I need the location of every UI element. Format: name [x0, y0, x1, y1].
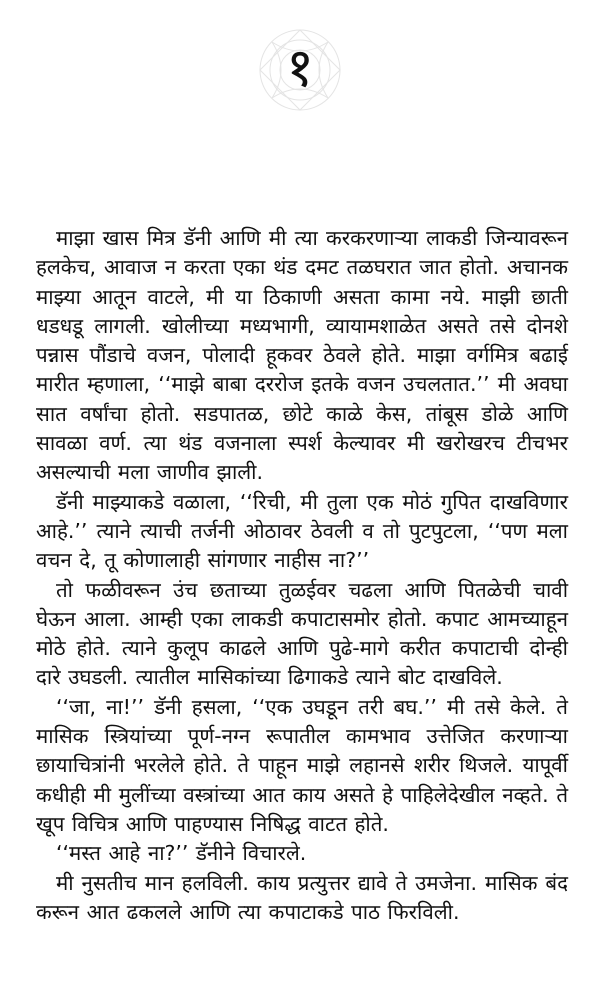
chapter-number: १	[285, 36, 315, 99]
paragraph: ‘‘मस्त आहे ना?’’ डॅनीने विचारले.	[56, 841, 307, 866]
chapter-body	[36, 224, 568, 927]
paragraph: तो फळीवरून उंच छताच्या तुळईवर चढला आणि पितळेची चावी घेऊन आला. आम्ही एका लाकडी कपाटासमोर होतो. कपाट आमच्याहून मोठे होते. त्याने कुलूप काढले आणि पुढे-मागे करीत कपाटाची दोन्ही दारे उघडली. त्यातील मासिकांच्या ढिगाकडे त्याने बोट दाखविले.	[36, 577, 568, 690]
paragraph: मी नुसतीच मान हलविली. काय प्रत्युत्तर द्यावे ते उमजेना. मासिक बंद करून आत ढकलले आणि त्या कपाटाकडे पाठ फिरविली.	[36, 870, 568, 924]
paragraph: डॅनी माझ्याकडे वळाला, ‘‘रिची, मी तुला एक मोठं गुपित दाखविणार आहे.’’ त्याने त्याची तर्जनी ओठावर ठेवली व तो पुटपुटला, ‘‘पण मला वचन दे, तू कोणालाही सांगणार नाहीस ना?’’	[36, 489, 568, 573]
paragraph: ‘‘जा, ना!’’ डॅनी हसला, ‘‘एक उघडून तरी बघ.’’ मी तसे केले. ते मासिक स्त्रियांच्या पूर्ण-नग्न रूपातील कामभाव उत्तेजित करणाऱ्या छायाचित्रांनी भरलेले होते. ते पाहून माझे लहानसे शरीर थिजले. यापूर्वी कधीही मी मुलींच्या वस्त्रांच्या आत काय असते हे पाहिलेदेखील नव्हते. ते खूप विचित्र आणि पाहण्यास निषिद्ध वाटत होते.	[36, 694, 568, 836]
paragraph: माझा खास मित्र डॅनी आणि मी त्या करकरणाऱ्या लाकडी जिन्यावरून हलकेच, आवाज न करता एका थंड दमट तळघरात जात होतो. अचानक माझ्या आतून वाटले, मी या ठिकाणी असता कामा नये. माझी छाती धडधडू लागली. खोलीच्या मध्यभागी, व्यायामशाळेत असते तसे दोनशे पन्नास पौंडाचे वजन, पोलादी हूकवर ठेवले होते. माझा वर्गमित्र बढाई मारीत म्हणाला, ‘‘माझे बाबा दररोज इतके वजन उचलतात.’’ मी अवघा सात वर्षांचा होतो. सडपातळ, छोटे काळे केस, तांबूस डोळे आणि सावळा वर्ण. त्या थंड वजनाला स्पर्श केल्यावर मी खरोखरच टीचभर असल्याची मला जाणीव झाली.	[36, 226, 568, 485]
